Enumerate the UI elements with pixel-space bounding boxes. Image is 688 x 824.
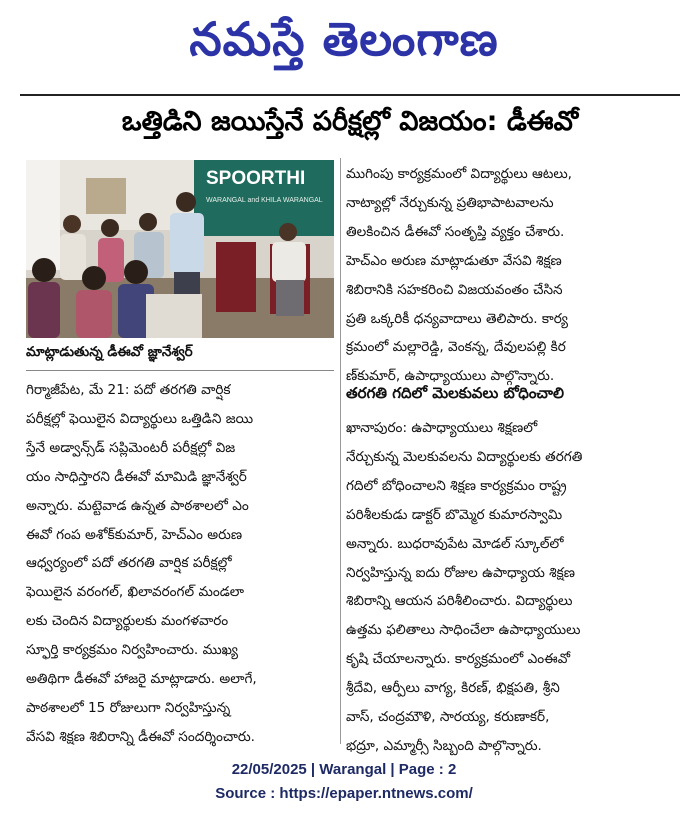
right-top-line: క్రమంలో మల్లారెడ్డి, వెంకన్న, దేవులపల్లి కిర xyxy=(346,339,566,356)
footer-date-edition: 22/05/2025 | Warangal | Page : 2 xyxy=(231,761,457,778)
photo-banner-subtext: WARANGAL and KHILA WARANGAL xyxy=(206,197,323,204)
footer-source-link[interactable]: Source : https://epaper.ntnews.com/ xyxy=(215,785,473,802)
page-footer xyxy=(0,758,688,806)
left-line: యం సాధిస్తారని డీఈవో మామిడి జ్ఞానేశ్వర్ xyxy=(26,468,247,485)
right-bottom-line: శ్రీదేవి, ఆర్పీలు వాగ్య, కిరణ్, భిక్షపతి, శ్రీని xyxy=(346,680,560,697)
right-top-line: ముగింపు కార్యక్రమంలో విద్యార్థులు ఆటలు, xyxy=(346,166,573,182)
left-line: వేసవి శిక్షణ శిబిరాన్ని డీఈవో సందర్శించారు. xyxy=(26,728,256,745)
left-line: అన్నారు. మట్టెవాడ ఉన్నత పాఠశాలలో ఎం xyxy=(26,497,249,514)
right-bottom-line: గదిలో బోధించాలని శిక్షణ కార్యక్రమం రాష్ట్ర xyxy=(346,477,567,494)
masthead-title: నమస్తే తెలంగాణ xyxy=(189,12,499,66)
photo-caption: మాట్లాడుతున్న డీఈవో జ్ఞానేశ్వర్ xyxy=(26,344,334,371)
left-line: ఈవో గంప అశోక్‌కుమార్, హెచ్‌ఎం అరుణ xyxy=(26,526,243,543)
right-bottom-line: ఖానాపురం: ఉపాధ్యాయులు శిక్షణలో xyxy=(346,420,538,436)
photo-illustration xyxy=(26,160,334,338)
left-line: అతిథిగా డీఈవో హాజరై మాట్లాడారు. అలాగే, xyxy=(26,671,257,688)
right-top-line: తిలకించిన డీఈవో సంతృప్తి వ్యక్తం చేశారు. xyxy=(346,223,565,240)
left-column xyxy=(26,376,336,752)
right-bottom-line: పరిశీలకుడు డాక్టర్ బొమ్మెర కుమారస్వామి xyxy=(346,506,563,523)
sub-article-heading: తరగతి గదిలో మెలకువలు బోధించాలి xyxy=(346,384,564,402)
right-bottom-line: భద్రూ, ఎమ్మార్సీ సిబ్బంది పాల్గొన్నారు. xyxy=(346,737,542,754)
right-bottom-line: కృషి చేయాలన్నారు. కార్యక్రమంలో ఎంఈవో xyxy=(346,651,571,668)
left-line: స్తేనే అడ్వాన్స్‌డ్ సప్లిమెంటరీ పరీక్షల్లో విజ xyxy=(26,439,236,456)
left-line: లకు చెందిన విద్యార్థులకు మంగళవారం xyxy=(26,613,229,630)
left-line: స్ఫూర్తి కార్యక్రమం నిర్వహించారు. ముఖ్య xyxy=(26,642,239,659)
right-bottom-line: వాస్, చంద్రమౌళి, సారయ్య, కరుణాకర్, xyxy=(346,709,550,726)
article-photo xyxy=(26,160,334,338)
right-column-bottom xyxy=(346,414,676,761)
right-top-line: నాట్యాల్లో నేర్చుకున్న ప్రతిభాపాటవాలను xyxy=(346,194,554,211)
left-line: పరీక్షల్లో ఫెయిలైన విద్యార్థులు ఒత్తిడిని జయి xyxy=(26,410,254,427)
right-bottom-line: నేర్చుకున్న మెలకువలను విద్యార్థులకు తరగతి xyxy=(346,448,583,465)
photo-banner-text: SPOORTHI xyxy=(206,168,306,189)
masthead xyxy=(0,6,688,84)
left-line: గిర్మాజీపేట, మే 21: పదో తరగతి వార్షిక xyxy=(26,382,231,398)
right-bottom-line: అన్నారు. బుధరావుపేట మోడల్ స్కూల్‌లో xyxy=(346,535,564,552)
left-line: ఫెయిలైన వరంగల్, ఖిలావరంగల్ మండలా xyxy=(26,584,245,601)
right-bottom-line: శిబిరాన్ని ఆయన పరిశీలించారు. విద్యార్థులు xyxy=(346,593,573,610)
right-top-line: హెచ్‌ఎం అరుణ మాట్లాడుతూ వేసవి శిక్షణ xyxy=(346,252,562,269)
right-top-line: ణ్‌కుమార్, ఉపాధ్యాయులు పాల్గొన్నారు. xyxy=(346,368,555,385)
right-top-line: శిబిరానికి సహకరించి విజయవంతం చేసిన xyxy=(346,281,563,298)
left-line: పాఠశాలలో 15 రోజులుగా నిర్వహిస్తున్న xyxy=(26,699,231,716)
left-line: ఆధ్వర్యంలో పదో తరగతి వార్షిక పరీక్షల్లో xyxy=(26,555,232,572)
column-divider xyxy=(340,158,341,744)
right-top-line: ప్రతి ఒక్కరికీ ధన్యవాదాలు తెలిపారు. కార్య xyxy=(346,310,568,327)
right-bottom-line: ఉత్తమ ఫలితాలు సాధించేలా ఉపాధ్యాయులు xyxy=(346,622,581,639)
article-headline: ఒత్తిడిని జయిస్తేనే పరీక్షల్లో విజయం: డీఈవో xyxy=(121,106,579,137)
right-column-top xyxy=(346,160,676,391)
right-bottom-line: నిర్వహిస్తున్న ఐదు రోజుల ఉపాధ్యాయ శిక్షణ xyxy=(346,564,575,581)
headline-box xyxy=(20,94,680,154)
